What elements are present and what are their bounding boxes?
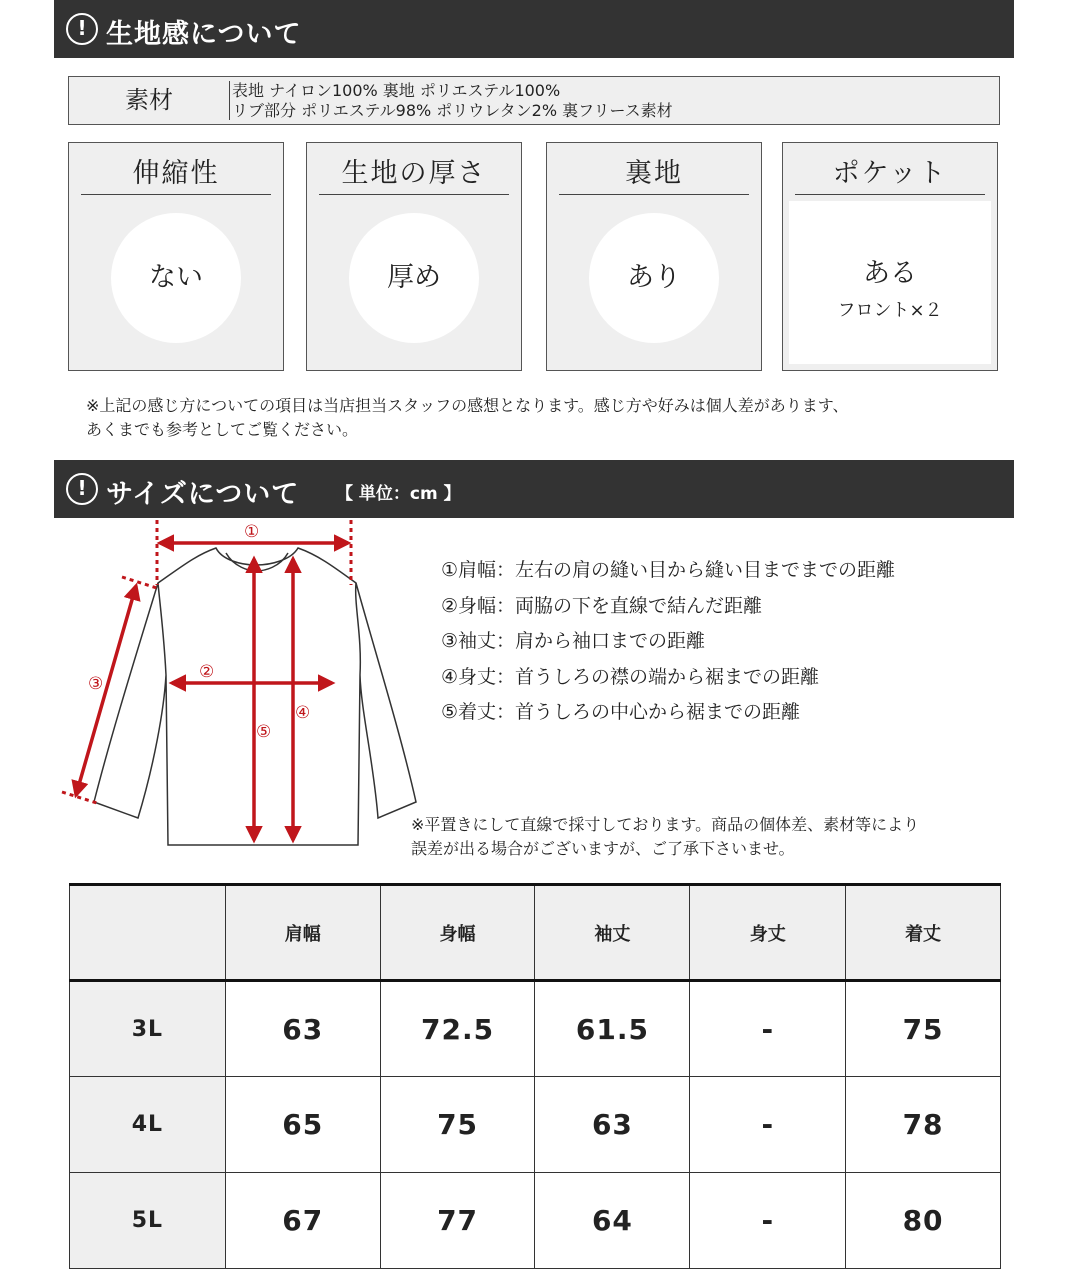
legend-item-sleeve: ③袖丈：肩から袖口までの距離 — [441, 630, 706, 652]
card-lining-value: あり — [589, 213, 719, 343]
card-thickness — [306, 142, 522, 371]
fabric-note — [86, 394, 849, 442]
material-line-1: 表地 ナイロン100% 裏地 ポリエステル100% — [232, 81, 561, 100]
garment-diagram — [56, 515, 426, 855]
material-label: 素材 — [125, 86, 173, 114]
header-cell-body-length: 身丈 — [690, 885, 846, 981]
marker-4: ④ — [295, 703, 311, 723]
material-text — [232, 81, 673, 121]
measure-note-line-2: 誤差が出る場合がございますが、ご了承下さいませ。 — [411, 839, 795, 858]
card-stretch — [68, 142, 284, 371]
measure-note — [411, 813, 919, 861]
measure-arrows — [76, 543, 348, 840]
material-line-2: リブ部分 ポリエステル98% ポリウレタン2% 裏フリース素材 — [232, 101, 673, 120]
size-table-header — [70, 885, 1001, 981]
table-cell: 61.5 — [535, 981, 690, 1077]
table-cell: 72.5 — [380, 981, 535, 1077]
row-size-label: 3L — [70, 981, 226, 1077]
table-row — [70, 1173, 1001, 1269]
table-cell: 77 — [380, 1173, 535, 1269]
table-row — [70, 981, 1001, 1077]
card-thickness-title: 生地の厚さ — [319, 155, 509, 195]
size-section-title: サイズについて — [106, 479, 300, 510]
table-cell: - — [690, 981, 846, 1077]
table-cell: - — [690, 1173, 846, 1269]
card-lining-title: 裏地 — [559, 155, 749, 195]
size-table — [69, 883, 1001, 1269]
legend-item-total-length: ⑤着丈：首うしろの中心から裾までの距離 — [441, 701, 801, 723]
header-cell-shoulder: 肩幅 — [225, 885, 380, 981]
table-cell: 80 — [846, 1173, 1001, 1269]
measure-note-line-1: ※平置きにして直線で採寸しております。商品の個体差、素材等により — [411, 815, 920, 834]
table-cell: 64 — [535, 1173, 690, 1269]
card-thickness-value: 厚め — [349, 213, 479, 343]
row-size-label: 4L — [70, 1077, 226, 1173]
marker-1: ① — [244, 522, 260, 542]
card-pocket — [782, 142, 998, 371]
marker-5: ⑤ — [256, 722, 272, 742]
table-row — [70, 1077, 1001, 1173]
card-stretch-value: ない — [111, 213, 241, 343]
header-cell-total-length: 着丈 — [846, 885, 1001, 981]
exclamation-icon: ! — [66, 13, 98, 45]
row-size-label: 5L — [70, 1173, 226, 1269]
header-cell-corner — [70, 885, 226, 981]
header-cell-chest: 身幅 — [380, 885, 535, 981]
marker-2: ② — [199, 662, 215, 682]
fabric-note-line-2: あくまでも参考としてご覧ください。 — [86, 420, 359, 439]
table-cell: - — [690, 1077, 846, 1173]
size-section-banner — [54, 460, 1014, 518]
table-cell: 63 — [225, 981, 380, 1077]
material-divider — [229, 81, 230, 120]
table-cell: 67 — [225, 1173, 380, 1269]
card-pocket-title: ポケット — [795, 155, 985, 195]
table-cell: 75 — [380, 1077, 535, 1173]
card-pocket-value: ある — [863, 258, 917, 289]
header-cell-sleeve: 袖丈 — [535, 885, 690, 981]
measure-legend — [441, 553, 895, 731]
legend-item-shoulder: ①肩幅：左右の肩の縫い目から縫い目までまでの距離 — [441, 559, 896, 581]
fabric-section-title: 生地感について — [106, 19, 302, 50]
table-cell: 75 — [846, 981, 1001, 1077]
fabric-note-line-1: ※上記の感じ方についての項目は当店担当スタッフの感想となります。感じ方や好みは個人差があります、 — [86, 396, 849, 415]
card-pocket-box — [789, 201, 991, 364]
legend-item-chest: ②身幅：両脇の下を直線で結んだ距離 — [441, 594, 763, 617]
card-stretch-title: 伸縮性 — [81, 155, 271, 195]
table-cell: 78 — [846, 1077, 1001, 1173]
table-cell: 65 — [225, 1077, 380, 1173]
marker-3: ③ — [88, 674, 104, 694]
fabric-section-banner — [54, 0, 1014, 58]
size-unit-label: 【 単位：cm 】 — [336, 484, 461, 504]
legend-item-body-length: ④身丈：首うしろの襟の端から裾までの距離 — [441, 665, 820, 688]
table-cell: 63 — [535, 1077, 690, 1173]
exclamation-icon: ! — [66, 473, 98, 505]
card-lining — [546, 142, 762, 371]
card-pocket-sub: フロント×２ — [837, 300, 943, 321]
sleeve-arrow — [76, 586, 136, 795]
material-row — [68, 76, 1000, 125]
